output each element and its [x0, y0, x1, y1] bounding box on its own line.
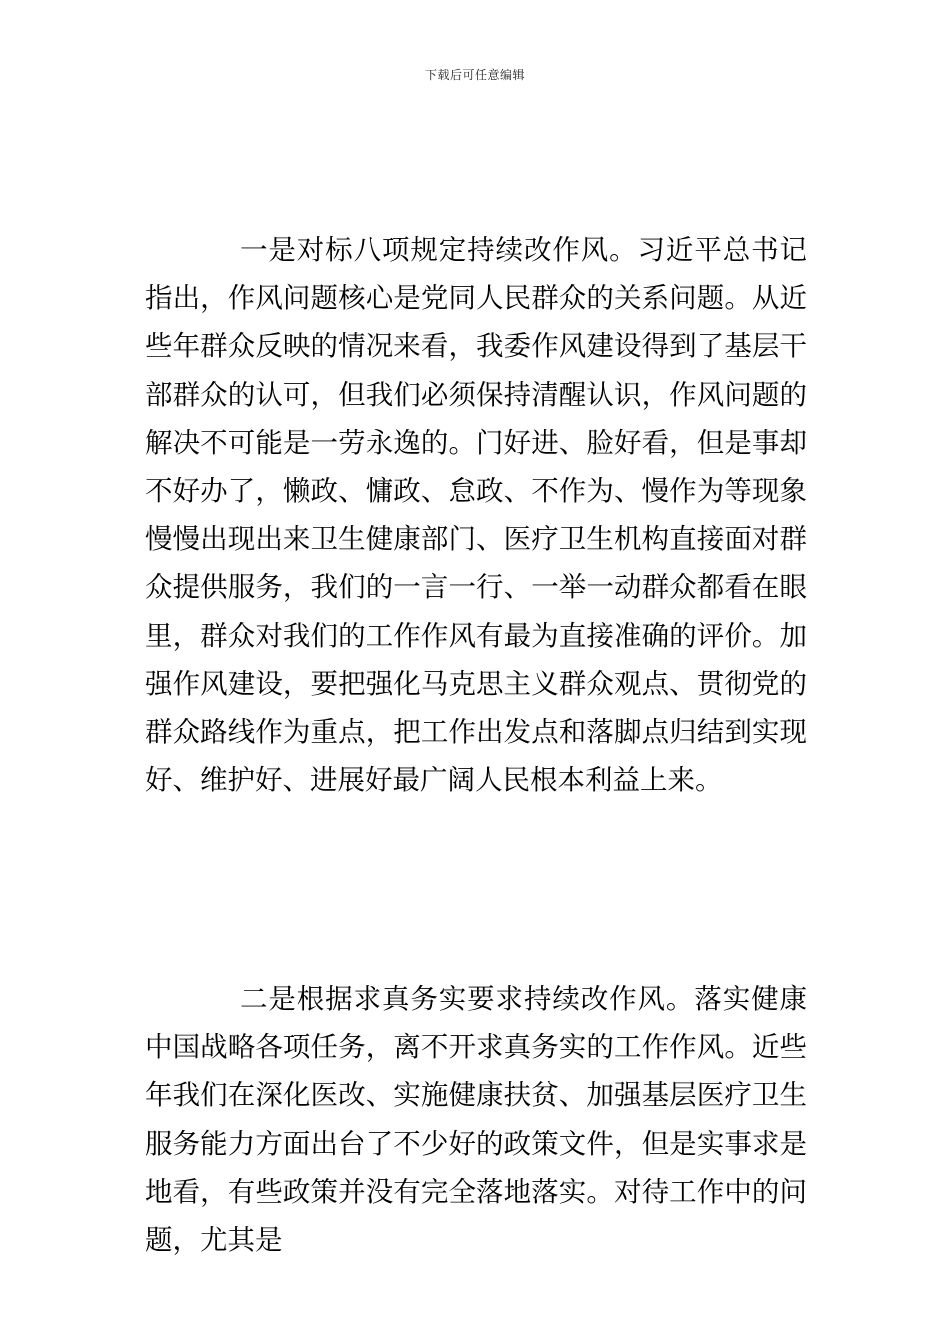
- paragraph-1: 一是对标八项规定持续改作风。习近平总书记指出，作风问题核心是党同人民群众的关系问题。从近些年群众反映的情况来看，我委作风建设得到了基层干部群众的认可，但我们必须保持清醒认识，作风问题的解决不可能是一劳永逸的。门好进、脸好看，但是事却不好办了，懒政、慵政、怠政、不作为、慢作为等现象慢慢出现出来卫生健康部门、医疗卫生机构直接面对群众提供服务，我们的一言一行、一举一动群众都看在眼里，群众对我们的工作作风有最为直接准确的评价。加强作风建设，要把强化马克思主义群众观点、贯彻党的群众路线作为重点，把工作出发点和落脚点归结到实现好、维护好、进展好最广阔人民根本利益上来。: [145, 234, 807, 797]
- header-note: 下载后可任意编辑: [424, 68, 525, 82]
- paragraph-2: 二是根据求真务实要求持续改作风。落实健康中国战略各项任务，离不开求真务实的工作作风。近些年我们在深化医改、实施健康扶贫、加强基层医疗卫生服务能力方面出台了不少好的政策文件，但是实事求是地看，有些政策并没有完全落地落实。对待工作中的问题，尤其是: [145, 983, 807, 1257]
